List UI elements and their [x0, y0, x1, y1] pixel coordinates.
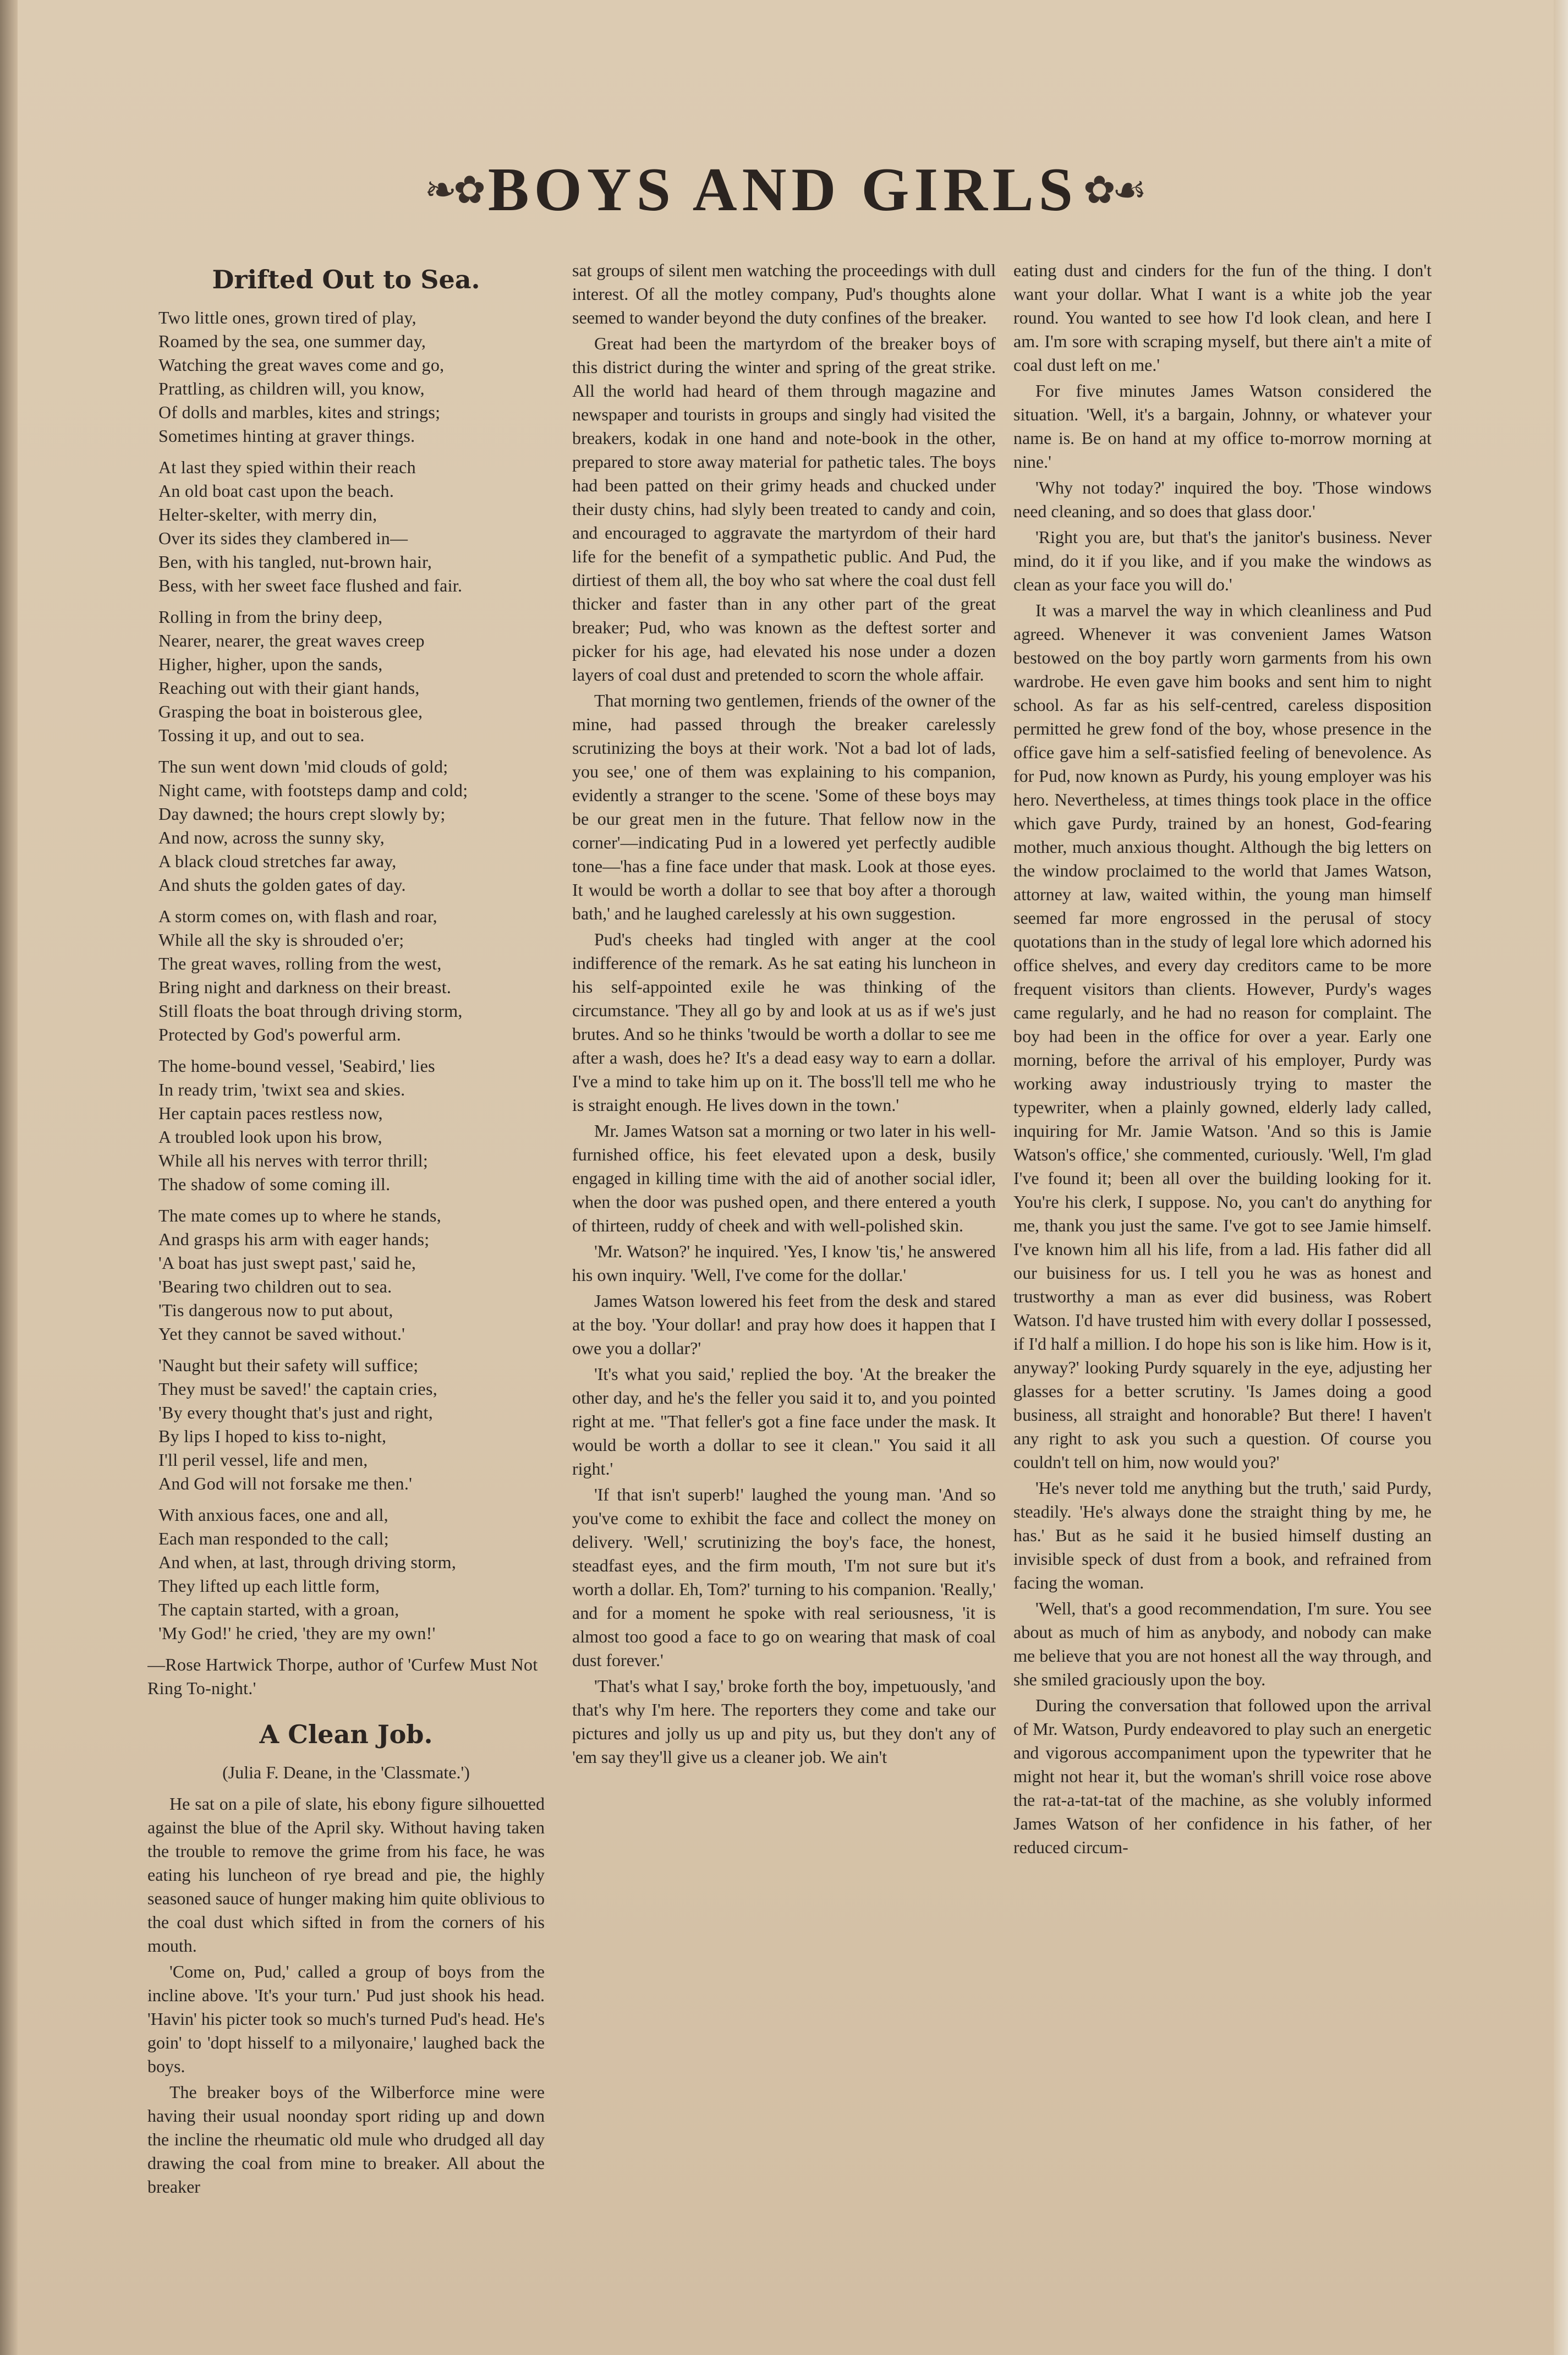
- story-column-1-body: [147, 1792, 545, 2199]
- poem-line: Bess, with her sweet face flushed and fair.: [158, 576, 463, 595]
- poem-line: A troubled look upon his brow,: [158, 1127, 382, 1147]
- poem-line: Helter-skelter, with merry din,: [158, 505, 377, 524]
- poem-line: And God will not forsake me then.': [158, 1474, 413, 1493]
- poem-line: A storm comes on, with flash and roar,: [158, 906, 437, 926]
- poem-line: An old boat cast upon the beach.: [158, 481, 394, 501]
- poem-line: And when, at last, through driving storm,: [158, 1552, 457, 1572]
- section-title: BOYS AND GIRLS: [487, 155, 1078, 224]
- ornament-right-icon: ✿☙: [1083, 167, 1144, 212]
- poem-stanza: [158, 306, 545, 448]
- story-paragraph: Great had been the martyrdom of the breaker boys of this district during the winter and spring of the great strike. All the world had heard of them through magazine and newspaper and tourists in groups and singly had visited the breakers, kodak in one hand and note-book in the other, prepared to store away material for pathetic tales. The boys had been patted on their grimy heads and chucked under their dusty chins, had slyly been treated to candy and coin, and encouraged to aggravate the martyrdom of their hard life for the benefit of a sympathetic public. And Pud, the dirtiest of them all, the boy who sat where the coal dust fell thicker and faster than in any other part of the great breaker; Pud, who was known as the deftest sorter and picker for his age, had elevated his nose under a dozen layers of coal dust and pretended to scorn the whole affair.: [572, 333, 996, 684]
- story-paragraph: 'Well, that's a good recommendation, I'm sure. You see about as much of him as anybody, and nobody can make me believe that you are not honest all the way through, and she smiled graciously upon the boy.: [1013, 1598, 1432, 1689]
- poem-line: And now, across the sunny sky,: [158, 828, 385, 847]
- poem-line: The mate comes up to where he stands,: [158, 1206, 442, 1225]
- story-paragraph: 'Why not today?' inquired the boy. 'Those windows need cleaning, and so does that glass door.': [1013, 478, 1432, 521]
- poem-stanza: [158, 1054, 545, 1196]
- poem-stanza: [158, 1204, 545, 1346]
- column-2: [572, 259, 996, 2250]
- poem-line: 'Tis dangerous now to put about,: [158, 1300, 393, 1320]
- story-paragraph: Mr. James Watson sat a morning or two later in his well-furnished office, his feet elevated upon a desk, busily engaged in killing time with the aid of another social idler, when the door was pushed open, and there entered a youth of thirteen, ruddy of cheek and with well-polished skin.: [572, 1121, 996, 1235]
- poem-line: Grasping the boat in boisterous glee,: [158, 702, 423, 721]
- poem-stanza: [158, 605, 545, 747]
- poem-line: Of dolls and marbles, kites and strings;: [158, 402, 441, 422]
- poem-line: In ready trim, 'twixt sea and skies.: [158, 1080, 405, 1099]
- poem-line: The home-bound vessel, 'Seabird,' lies: [158, 1056, 435, 1076]
- poem-line: Watching the great waves come and go,: [158, 355, 445, 375]
- story-column-2-body: [572, 259, 996, 1769]
- poem-line: Ben, with his tangled, nut-brown hair,: [158, 552, 432, 572]
- poem-line: Bring night and darkness on their breast.: [158, 977, 452, 997]
- poem-line: Protected by God's powerful arm.: [158, 1025, 402, 1044]
- poem-line: Higher, higher, upon the sands,: [158, 654, 383, 674]
- poem-line: 'By every thought that's just and right,: [158, 1403, 434, 1422]
- poem-line: Roamed by the sea, one summer day,: [158, 331, 426, 351]
- story-paragraph: It was a marvel the way in which cleanliness and Pud agreed. Whenever it was convenient James Watson bestowed on the boy partly worn garments from his own wardrobe. He even gave him books and sent him to night school. As far as his self-centred, careless disposition permitted he grew fond of the boy, whose presence in the office gave him a self-satisfied feeling of benevolence. As for Pud, now known as Purdy, his young employer was his hero. Nevertheless, at times things took place in the office which gave Purdy, trained by an honest, God-fearing mother, much anxious thought. Although the big letters on the window proclaimed to the world that James Watson, attorney at law, waited within, the young man himself seemed far more engrossed in the perusal of stocy quotations than in the study of legal lore which adorned his office shelves, and every day creditors came to be more frequent visitors than clients. However, Purdy's wages came regularly, and he had no reason for complaint. The boy had been in the office for over a year. Early one morning, before the arrival of his employer, Purdy was working away industriously trying to master the typewriter, when a plainly gowned, elderly lady called, inquiring for Mr. Jamie Watson. 'And so this is Jamie Watson's office,' she commented, curiously. 'Well, I'm glad I've found it; been all over the building looking for it. You're his clerk, I suppose. No, you can't do anything for me, thank you just the same. I've got to see Jamie himself. I've known him all his life, from a lad. His father did all our buisiness for us. I tell you he was as honest and trustworthy a man as ever did business, was Robert Watson. I'd have trusted him with every dollar I possessed, if I'd half a million. I do hope his son is like him. How is it, anyway?' looking Purdy squarely in the eye, adjusting her glasses for a better scrutiny. 'Is James doing a good business, all straight and honorable? But there! I haven't any right to ask you such a question. Of course you couldn't tell on him, now would you?': [1013, 600, 1432, 1472]
- story-byline: (Julia F. Deane, in the 'Classmate.'): [222, 1762, 470, 1782]
- poem-stanza: [158, 1503, 545, 1645]
- poem-line: 'A boat has just swept past,' said he,: [158, 1253, 416, 1273]
- story-paragraph: 'Mr. Watson?' he inquired. 'Yes, I know 'tis,' he answered his own inquiry. 'Well, I've come for the dollar.': [572, 1241, 996, 1285]
- poem-line: While all the sky is shrouded o'er;: [158, 930, 404, 950]
- poem-stanza: [158, 755, 545, 897]
- story-paragraph: 'He's never told me anything but the truth,' said Purdy, steadily. 'He's always done the straight thing by me, he has.' But as he said it he busied himself dusting an invisible speck of dust from a book, and refrained from facing the woman.: [1013, 1478, 1432, 1592]
- poem-line: 'My God!' he cried, 'they are my own!': [158, 1623, 436, 1643]
- poem-line: With anxious faces, one and all,: [158, 1505, 388, 1525]
- poem-line: While all his nerves with terror thrill;: [158, 1151, 429, 1170]
- story-paragraph: That morning two gentlemen, friends of the owner of the mine, had passed through the breaker carelessly scrutinizing the boys at their work. 'Not a bad lot of lads, you see,' one of them was explaining to his companion, evidently a stranger to the scene. 'Some of these boys may be our great men in the future. That fellow now in the corner'—indicating Pud in a lowered yet perfectly audible tone—'has a fine face under that mask. Look at those eyes. It would be worth a dollar to see that boy after a thorough bath,' and he laughed carelessly at his own suggestion.: [572, 691, 996, 923]
- ornament-left-icon: ❧✿: [424, 167, 483, 212]
- story-paragraph: 'If that isn't superb!' laughed the young man. 'And so you've come to exhibit the face and collect the money on delivery. 'Well,' scrutinizing the boy's face, the honest, steadfast eyes, and the firm mouth, 'I'm not sure but it's worth a dollar. Eh, Tom?' turning to his companion. 'Really,' and for a moment he spoke with real seriousness, 'it is almost too good a face to go on wearing that mask of coal dust forever.': [572, 1485, 996, 1670]
- story-paragraph: Pud's cheeks had tingled with anger at the cool indifference of the remark. As he sat eating his luncheon in his self-appointed exile he was thinking of the circumstance. 'They all go by and look at us as if we's just brutes. And so he thinks 'twould be worth a dollar to see me after a wash, does he? It's a dead easy way to earn a dollar. I've a mind to take him up on it. The boss'll tell me who he is straight enough. He lives down in the town.': [572, 929, 996, 1115]
- poem-line: Prattling, as children will, you know,: [158, 379, 425, 398]
- poem-line: 'Naught but their safety will suffice;: [158, 1355, 419, 1375]
- poem-line: They lifted up each little form,: [158, 1576, 380, 1596]
- section-masthead: [308, 149, 1260, 231]
- poem-line: Day dawned; the hours crept slowly by;: [158, 804, 446, 824]
- poem-line: At last they spied within their reach: [158, 457, 416, 477]
- story-paragraph: The breaker boys of the Wilberforce mine were having their usual noonday sport riding up and down the incline the rheumatic old mule who drudged all day drawing the coal from mine to breaker. All about the breaker: [147, 2082, 545, 2197]
- poem-line: I'll peril vessel, life and men,: [158, 1450, 368, 1470]
- poem-line: And shuts the golden gates of day.: [158, 875, 406, 895]
- column-3: [1013, 259, 1432, 2250]
- poem-line: Two little ones, grown tired of play,: [158, 308, 416, 327]
- poem-stanza: [158, 456, 545, 598]
- story-column-3-body: [1013, 259, 1432, 1859]
- poem-stanza: [158, 1354, 545, 1496]
- poem-line: Over its sides they clambered in—: [158, 528, 408, 548]
- story-paragraph: eating dust and cinders for the fun of the thing. I don't want your dollar. What I want is a white job the year round. You wanted to see how I'd look clean, and here I am. I'm sore with scraping myself, but there ain't a mite of coal dust left on me.': [1013, 260, 1432, 375]
- poem-body: [147, 306, 545, 1645]
- story-title: A Clean Job.: [259, 1719, 433, 1749]
- attribution-text: —Rose Hartwick Thorpe, author of 'Curfew Must Not Ring To-night.': [147, 1655, 538, 1698]
- story-paragraph: For five minutes James Watson considered the situation. 'Well, it's a bargain, Johnny, or whatever your name is. Be on hand at my office to-morrow morning at nine.': [1013, 381, 1432, 472]
- poem-line: The captain started, with a groan,: [158, 1600, 399, 1619]
- column-1: [147, 259, 545, 2250]
- poem-line: By lips I hoped to kiss to-night,: [158, 1426, 387, 1446]
- poem-line: Reaching out with their giant hands,: [158, 678, 420, 698]
- poem-line: The shadow of some coming ill.: [158, 1174, 391, 1194]
- story-paragraph: 'Come on, Pud,' called a group of boys from the incline above. 'It's your turn.' Pud just shook his head. 'Havin' his picter took so much's turned Pud's head. He's goin' to 'dopt hisself to a milyonaire,' laughed back the boys.: [147, 1962, 545, 2076]
- poem-line: The sun went down 'mid clouds of gold;: [158, 757, 448, 776]
- poem-line: Still floats the boat through driving storm,: [158, 1001, 463, 1021]
- story-paragraph: sat groups of silent men watching the proceedings with dull interest. Of all the motley company, Pud's thoughts alone seemed to wander beyond the duty confines of the breaker.: [572, 260, 996, 327]
- poem-line: 'Bearing two children out to sea.: [158, 1277, 392, 1296]
- story-paragraph: He sat on a pile of slate, his ebony figure silhouetted against the blue of the April sky. Without having taken the trouble to remove the grime from his face, he was eating his luncheon of rye bread and pie, the highly seasoned sauce of hunger making him quite oblivious to the coal dust which sifted in from the corners of his mouth.: [147, 1794, 545, 1956]
- poem-line: Her captain paces restless now,: [158, 1103, 383, 1123]
- poem-stanza: [158, 905, 545, 1047]
- poem-line: Nearer, nearer, the great waves creep: [158, 631, 425, 650]
- poem-line: And grasps his arm with eager hands;: [158, 1229, 430, 1249]
- poem-line: Yet they cannot be saved without.': [158, 1324, 405, 1344]
- poem-attribution: [147, 1653, 545, 1700]
- poem-line: Each man responded to the call;: [158, 1529, 389, 1548]
- story-paragraph: James Watson lowered his feet from the desk and stared at the boy. 'Your dollar! and pray how does it happen that I owe you a dollar?': [572, 1291, 996, 1358]
- poem-line: Tossing it up, and out to sea.: [158, 725, 365, 745]
- story-paragraph: 'It's what you said,' replied the boy. 'At the breaker the other day, and he's the feller you said it to, and you pointed right at me. "That feller's got a fine face under the mask. It would be worth a dollar to see it clean." You said it all right.': [572, 1364, 996, 1478]
- poem-line: Rolling in from the briny deep,: [158, 607, 383, 627]
- poem-line: A black cloud stretches far away,: [158, 851, 397, 871]
- poem-line: Night came, with footsteps damp and cold;: [158, 780, 468, 800]
- poem-title: Drifted Out to Sea.: [212, 265, 480, 294]
- poem-line: They must be saved!' the captain cries,: [158, 1379, 438, 1399]
- story-paragraph: 'Right you are, but that's the janitor's business. Never mind, do it if you like, and if you make the windows as clean as your face you will do.': [1013, 527, 1432, 594]
- poem-line: Sometimes hinting at graver things.: [158, 426, 415, 446]
- poem-line: The great waves, rolling from the west,: [158, 954, 442, 973]
- story-paragraph: During the conversation that followed upon the arrival of Mr. Watson, Purdy endeavored to play such an energetic and vigorous accompaniment upon the typewriter that he might not hear it, but the woman's shrill voice rose above the rat-a-tat-tat of the machine, as she volubly informed James Watson of her confidence in his father, of her reduced circum-: [1013, 1695, 1432, 1857]
- story-paragraph: 'That's what I say,' broke forth the boy, impetuously, 'and that's why I'm here. The reporters they come and take our pictures and jolly us up and pity us, but they don't any of 'em say they'll give us a cleaner job. We ain't: [572, 1676, 996, 1767]
